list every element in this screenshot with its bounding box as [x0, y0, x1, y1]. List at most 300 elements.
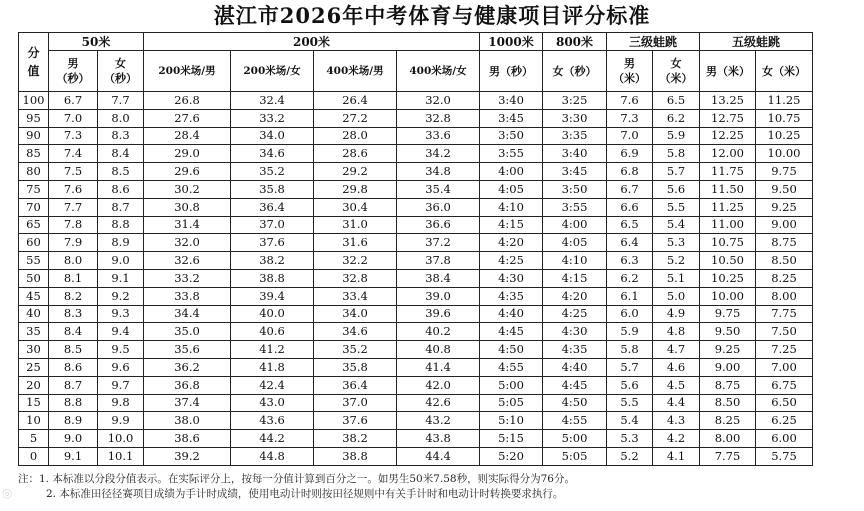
value-cell: 6.9 [607, 145, 653, 163]
value-cell: 6.8 [607, 163, 653, 181]
value-cell: 36.4 [231, 198, 314, 216]
value-cell: 5.4 [607, 412, 653, 430]
value-cell: 5.4 [653, 216, 700, 234]
value-cell: 4:20 [543, 287, 607, 305]
value-cell: 4:40 [543, 358, 607, 376]
subcol-header: 男（秒） [480, 51, 543, 92]
value-cell: 4:05 [543, 234, 607, 252]
table-row [19, 287, 813, 305]
value-cell: 34.0 [231, 127, 314, 145]
value-cell: 9.0 [98, 252, 144, 270]
value-cell: 33.2 [231, 109, 314, 127]
value-cell: 38.2 [231, 252, 314, 270]
value-cell: 9.5 [98, 341, 144, 359]
value-cell: 32.2 [314, 252, 397, 270]
value-cell: 44.8 [231, 447, 314, 465]
value-cell: 6.2 [607, 269, 653, 287]
value-cell: 42.0 [397, 376, 480, 394]
value-cell: 4.3 [653, 412, 700, 430]
value-cell: 8.7 [98, 198, 144, 216]
value-cell: 5.6 [653, 180, 700, 198]
value-cell: 6.7 [49, 92, 98, 110]
value-cell: 4:30 [480, 269, 543, 287]
value-cell: 6.3 [607, 252, 653, 270]
value-cell: 9.1 [49, 447, 98, 465]
value-cell: 9.75 [700, 305, 756, 323]
header-row-subcols [19, 51, 813, 92]
subcol-header: 200米场/男 [144, 51, 231, 92]
value-cell: 37.8 [397, 252, 480, 270]
value-cell: 30.8 [144, 198, 231, 216]
subcol-header: 男（秒） [49, 51, 98, 92]
value-cell: 7.4 [49, 145, 98, 163]
value-cell: 5:10 [480, 412, 543, 430]
score-header [19, 33, 49, 92]
value-cell: 7.0 [607, 127, 653, 145]
value-cell: 3:25 [543, 92, 607, 110]
value-cell: 34.4 [144, 305, 231, 323]
value-cell: 29.2 [314, 163, 397, 181]
value-cell: 8.3 [49, 305, 98, 323]
table-row [19, 216, 813, 234]
value-cell: 3:55 [543, 198, 607, 216]
value-cell: 5.2 [653, 252, 700, 270]
subcol-header: 男（米） [607, 51, 653, 92]
value-cell: 10.25 [756, 127, 813, 145]
value-cell: 5:20 [480, 447, 543, 465]
value-cell: 41.4 [397, 358, 480, 376]
value-cell: 5.2 [607, 447, 653, 465]
value-cell: 10.50 [700, 252, 756, 270]
value-cell: 4:35 [543, 341, 607, 359]
value-cell: 7.7 [98, 92, 144, 110]
table-row [19, 358, 813, 376]
value-cell: 35.8 [314, 358, 397, 376]
value-cell: 27.6 [144, 109, 231, 127]
score-cell: 45 [19, 287, 49, 305]
value-cell: 4.9 [653, 305, 700, 323]
table-row [19, 430, 813, 448]
table-body [19, 92, 813, 466]
value-cell: 8.50 [756, 252, 813, 270]
value-cell: 5:05 [480, 394, 543, 412]
value-cell: 5.5 [653, 198, 700, 216]
score-header-label: 分值 [27, 46, 40, 78]
score-cell: 15 [19, 394, 49, 412]
watermark-icon: ◎ [2, 486, 13, 500]
value-cell: 4:35 [480, 287, 543, 305]
value-cell: 11.25 [756, 92, 813, 110]
value-cell: 42.6 [397, 394, 480, 412]
value-cell: 4:40 [480, 305, 543, 323]
score-cell: 30 [19, 341, 49, 359]
value-cell: 6.5 [607, 216, 653, 234]
value-cell: 5.1 [653, 269, 700, 287]
subcol-header: 200米场/女 [231, 51, 314, 92]
value-cell: 7.50 [756, 323, 813, 341]
score-cell: 95 [19, 109, 49, 127]
value-cell: 32.0 [397, 92, 480, 110]
value-cell: 10.00 [756, 145, 813, 163]
value-cell: 8.0 [49, 252, 98, 270]
value-cell: 8.9 [98, 234, 144, 252]
value-cell: 39.0 [397, 287, 480, 305]
value-cell: 34.8 [397, 163, 480, 181]
value-cell: 8.5 [49, 341, 98, 359]
score-cell: 80 [19, 163, 49, 181]
footnotes [18, 472, 858, 502]
value-cell: 9.75 [756, 163, 813, 181]
score-cell: 60 [19, 234, 49, 252]
value-cell: 10.00 [700, 287, 756, 305]
value-cell: 32.8 [314, 269, 397, 287]
value-cell: 43.0 [231, 394, 314, 412]
value-cell: 9.25 [700, 341, 756, 359]
value-cell: 31.6 [314, 234, 397, 252]
value-cell: 4:55 [480, 358, 543, 376]
value-cell: 10.25 [700, 269, 756, 287]
group-header-five-frog-jump: 五级蛙跳 [700, 33, 813, 51]
value-cell: 8.9 [49, 412, 98, 430]
value-cell: 8.4 [98, 145, 144, 163]
value-cell: 35.6 [144, 341, 231, 359]
value-cell: 38.4 [397, 269, 480, 287]
value-cell: 4:45 [543, 376, 607, 394]
value-cell: 7.25 [756, 341, 813, 359]
subcol-header: 男（米） [700, 51, 756, 92]
value-cell: 38.2 [314, 430, 397, 448]
header-row-groups [19, 33, 813, 51]
value-cell: 6.50 [756, 394, 813, 412]
value-cell: 8.6 [98, 180, 144, 198]
value-cell: 43.8 [397, 430, 480, 448]
value-cell: 5:15 [480, 430, 543, 448]
value-cell: 35.2 [314, 341, 397, 359]
watermark-logo [2, 486, 12, 500]
value-cell: 12.00 [700, 145, 756, 163]
table-row [19, 127, 813, 145]
value-cell: 9.9 [98, 412, 144, 430]
value-cell: 5:05 [543, 447, 607, 465]
value-cell: 8.25 [700, 412, 756, 430]
table-row [19, 323, 813, 341]
value-cell: 5.3 [653, 234, 700, 252]
value-cell: 3:35 [543, 127, 607, 145]
value-cell: 28.0 [314, 127, 397, 145]
score-cell: 90 [19, 127, 49, 145]
value-cell: 34.6 [314, 323, 397, 341]
value-cell: 3:30 [543, 109, 607, 127]
value-cell: 37.4 [144, 394, 231, 412]
value-cell: 37.2 [397, 234, 480, 252]
value-cell: 4:15 [543, 269, 607, 287]
value-cell: 4:25 [480, 252, 543, 270]
group-header-50m: 50米 [49, 33, 144, 51]
value-cell: 30.4 [314, 198, 397, 216]
value-cell: 5.9 [607, 323, 653, 341]
value-cell: 6.7 [607, 180, 653, 198]
value-cell: 8.75 [756, 234, 813, 252]
table-row [19, 252, 813, 270]
value-cell: 4:20 [480, 234, 543, 252]
value-cell: 4:30 [543, 323, 607, 341]
value-cell: 5.75 [756, 447, 813, 465]
value-cell: 44.2 [231, 430, 314, 448]
value-cell: 39.4 [231, 287, 314, 305]
value-cell: 7.6 [49, 180, 98, 198]
value-cell: 4:50 [543, 394, 607, 412]
value-cell: 9.0 [49, 430, 98, 448]
score-cell: 100 [19, 92, 49, 110]
value-cell: 8.5 [98, 163, 144, 181]
value-cell: 3:45 [543, 163, 607, 181]
value-cell: 37.6 [231, 234, 314, 252]
value-cell: 4.4 [653, 394, 700, 412]
subcol-header: 女（米） [756, 51, 813, 92]
value-cell: 5.3 [607, 430, 653, 448]
table-row [19, 198, 813, 216]
value-cell: 39.6 [397, 305, 480, 323]
value-cell: 41.2 [231, 341, 314, 359]
score-cell: 5 [19, 430, 49, 448]
value-cell: 5.7 [653, 163, 700, 181]
value-cell: 32.4 [231, 92, 314, 110]
value-cell: 9.1 [98, 269, 144, 287]
value-cell: 11.75 [700, 163, 756, 181]
value-cell: 9.25 [756, 198, 813, 216]
value-cell: 9.6 [98, 358, 144, 376]
value-cell: 10.75 [756, 109, 813, 127]
value-cell: 11.00 [700, 216, 756, 234]
value-cell: 31.0 [314, 216, 397, 234]
table-row [19, 269, 813, 287]
table-row [19, 145, 813, 163]
footnote-2: 2. 本标准田径径赛项目成绩为手计时成绩，使用电动计时则按田径规则中有关手计时和电动计时转换要求执行。 [46, 488, 564, 500]
table-row [19, 92, 813, 110]
subcol-header: 女（秒） [98, 51, 144, 92]
value-cell: 3:40 [543, 145, 607, 163]
value-cell: 8.8 [49, 394, 98, 412]
score-cell: 85 [19, 145, 49, 163]
value-cell: 6.2 [653, 109, 700, 127]
value-cell: 13.25 [700, 92, 756, 110]
value-cell: 7.00 [756, 358, 813, 376]
value-cell: 5.8 [653, 145, 700, 163]
score-cell: 40 [19, 305, 49, 323]
value-cell: 37.0 [314, 394, 397, 412]
value-cell: 40.2 [397, 323, 480, 341]
table-row [19, 412, 813, 430]
value-cell: 4:45 [480, 323, 543, 341]
group-header-200m: 200米 [144, 33, 480, 51]
value-cell: 9.00 [756, 216, 813, 234]
value-cell: 36.2 [144, 358, 231, 376]
value-cell: 4:10 [480, 198, 543, 216]
group-header-triple-frog-jump: 三级蛙跳 [607, 33, 700, 51]
value-cell: 9.00 [700, 358, 756, 376]
value-cell: 7.75 [700, 447, 756, 465]
value-cell: 38.8 [231, 269, 314, 287]
subcol-header: 400米场/女 [397, 51, 480, 92]
value-cell: 8.75 [700, 376, 756, 394]
score-cell: 65 [19, 216, 49, 234]
value-cell: 27.2 [314, 109, 397, 127]
value-cell: 40.8 [397, 341, 480, 359]
table-row [19, 305, 813, 323]
value-cell: 7.8 [49, 216, 98, 234]
score-cell: 0 [19, 447, 49, 465]
value-cell: 32.8 [397, 109, 480, 127]
value-cell: 33.6 [397, 127, 480, 145]
value-cell: 9.50 [756, 180, 813, 198]
value-cell: 4.6 [653, 358, 700, 376]
value-cell: 4:05 [480, 180, 543, 198]
value-cell: 10.0 [98, 430, 144, 448]
value-cell: 4.8 [653, 323, 700, 341]
value-cell: 9.4 [98, 323, 144, 341]
value-cell: 5:00 [543, 430, 607, 448]
value-cell: 5.0 [653, 287, 700, 305]
value-cell: 4:10 [543, 252, 607, 270]
value-cell: 7.9 [49, 234, 98, 252]
value-cell: 35.0 [144, 323, 231, 341]
score-cell: 35 [19, 323, 49, 341]
value-cell: 41.8 [231, 358, 314, 376]
value-cell: 6.1 [607, 287, 653, 305]
value-cell: 4.5 [653, 376, 700, 394]
value-cell: 12.25 [700, 127, 756, 145]
value-cell: 8.00 [756, 287, 813, 305]
value-cell: 5.7 [607, 358, 653, 376]
value-cell: 32.6 [144, 252, 231, 270]
value-cell: 36.8 [144, 376, 231, 394]
value-cell: 9.50 [700, 323, 756, 341]
value-cell: 7.6 [607, 92, 653, 110]
value-cell: 6.6 [607, 198, 653, 216]
value-cell: 4:00 [543, 216, 607, 234]
value-cell: 35.2 [231, 163, 314, 181]
value-cell: 5.9 [653, 127, 700, 145]
value-cell: 4:25 [543, 305, 607, 323]
table-row [19, 180, 813, 198]
score-cell: 10 [19, 412, 49, 430]
score-cell: 25 [19, 358, 49, 376]
group-header-1000m: 1000米 [480, 33, 543, 51]
value-cell: 8.0 [98, 109, 144, 127]
value-cell: 43.2 [397, 412, 480, 430]
value-cell: 4.1 [653, 447, 700, 465]
value-cell: 38.0 [144, 412, 231, 430]
value-cell: 8.50 [700, 394, 756, 412]
value-cell: 9.8 [98, 394, 144, 412]
value-cell: 7.5 [49, 163, 98, 181]
value-cell: 3:55 [480, 145, 543, 163]
value-cell: 28.4 [144, 127, 231, 145]
value-cell: 11.50 [700, 180, 756, 198]
table-row [19, 163, 813, 181]
value-cell: 6.4 [607, 234, 653, 252]
value-cell: 38.6 [144, 430, 231, 448]
value-cell: 10.75 [700, 234, 756, 252]
value-cell: 7.0 [49, 109, 98, 127]
value-cell: 29.8 [314, 180, 397, 198]
value-cell: 42.4 [231, 376, 314, 394]
score-cell: 50 [19, 269, 49, 287]
table-row [19, 376, 813, 394]
value-cell: 8.25 [756, 269, 813, 287]
value-cell: 29.0 [144, 145, 231, 163]
score-cell: 70 [19, 198, 49, 216]
value-cell: 26.4 [314, 92, 397, 110]
value-cell: 37.6 [314, 412, 397, 430]
table-row [19, 109, 813, 127]
page-title: 湛江市2026年中考体育与健康项目评分标准 [213, 3, 651, 28]
table-row [19, 341, 813, 359]
value-cell: 8.4 [49, 323, 98, 341]
value-cell: 7.3 [49, 127, 98, 145]
value-cell: 5.5 [607, 394, 653, 412]
value-cell: 7.75 [756, 305, 813, 323]
value-cell: 40.6 [231, 323, 314, 341]
value-cell: 9.3 [98, 305, 144, 323]
value-cell: 34.2 [397, 145, 480, 163]
value-cell: 31.4 [144, 216, 231, 234]
value-cell: 4:55 [543, 412, 607, 430]
value-cell: 5.6 [607, 376, 653, 394]
value-cell: 11.25 [700, 198, 756, 216]
value-cell: 5.8 [607, 341, 653, 359]
value-cell: 3:40 [480, 92, 543, 110]
value-cell: 37.0 [231, 216, 314, 234]
value-cell: 9.2 [98, 287, 144, 305]
table-row [19, 234, 813, 252]
value-cell: 8.6 [49, 358, 98, 376]
score-cell: 55 [19, 252, 49, 270]
subcol-header: 女（米） [653, 51, 700, 92]
value-cell: 36.0 [397, 198, 480, 216]
value-cell: 8.00 [700, 430, 756, 448]
score-table [18, 32, 813, 466]
value-cell: 12.75 [700, 109, 756, 127]
value-cell: 6.25 [756, 412, 813, 430]
value-cell: 26.8 [144, 92, 231, 110]
footnote-1: 注：1. 本标准以分段分值表示。在实际评分上，按每一分值计算到百分之一。如男生50米7.58秒，则实际得分为76分。 [18, 473, 575, 485]
value-cell: 4:00 [480, 163, 543, 181]
score-cell: 75 [19, 180, 49, 198]
value-cell: 34.6 [231, 145, 314, 163]
value-cell: 9.7 [98, 376, 144, 394]
value-cell: 29.6 [144, 163, 231, 181]
value-cell: 7.7 [49, 198, 98, 216]
value-cell: 28.6 [314, 145, 397, 163]
value-cell: 6.0 [607, 305, 653, 323]
value-cell: 4.2 [653, 430, 700, 448]
value-cell: 43.6 [231, 412, 314, 430]
value-cell: 40.0 [231, 305, 314, 323]
value-cell: 35.8 [231, 180, 314, 198]
value-cell: 33.4 [314, 287, 397, 305]
value-cell: 4:15 [480, 216, 543, 234]
value-cell: 39.2 [144, 447, 231, 465]
value-cell: 6.00 [756, 430, 813, 448]
value-cell: 8.8 [98, 216, 144, 234]
value-cell: 8.3 [98, 127, 144, 145]
value-cell: 6.75 [756, 376, 813, 394]
value-cell: 8.1 [49, 269, 98, 287]
value-cell: 6.5 [653, 92, 700, 110]
value-cell: 8.2 [49, 287, 98, 305]
table-row [19, 447, 813, 465]
